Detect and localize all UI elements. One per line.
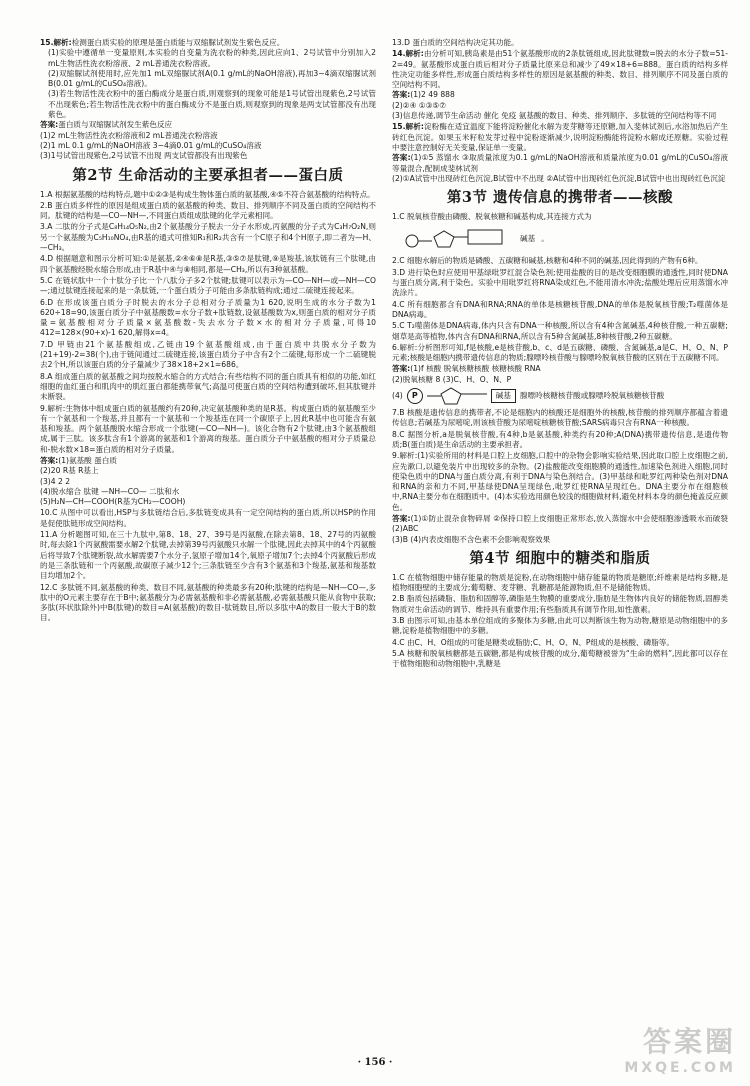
answer-line: (3)B (4)内表皮细胞不含色素不会影响观察效果 — [392, 534, 551, 544]
list-item: 8.A 组成蛋白质的氨基酸之间均按脱水缩合的方式结合;有些结构不同的蛋白质具有相似的功能,如红细胞的血红蛋白和肌肉中的肌红蛋白都能携带氧气;高温可使蛋白质的空间结构遭到破坏,但其肽键并未断裂。 — [40, 371, 376, 402]
answer-label: 答案: — [40, 455, 59, 465]
answer-line: (2)脱氧核糖 8 (3)C、H、O、N、P — [392, 374, 512, 384]
left-q15-answer: 蛋白质与双缩脲试剂发生紫色反应 — [58, 120, 173, 130]
left-q9-answers — [40, 456, 376, 507]
list-item: 9.解析:(1)实验所用的材料是口腔上皮细胞,口腔中的杂物会影响实验结果,因此取口腔上皮细胞之前,应先漱口,以避免装片中出现较多的杂物。(2)盐酸能改变细胞膜的通透性,加速染色剂进入细胞,同时使染色质中的DNA与蛋白质分离,有利于DNA与染色剂结合。(3)甲基绿和吡罗红两种染色剂对DNA和RNA的亲和力不同,甲基绿使DNA呈现绿色,吡罗红使RNA呈现红色。DNA主要分布在细胞核中,RNA主要分布在细胞质中。(4)本实验选用颜色较浅的细胞做材料,避免材料本身的颜色掩盖反应颜色。 — [392, 451, 728, 512]
list-item: 7.B 核酸是遗传信息的携带者,不论是细胞内的核酸还是细胞外的核酸,核苷酸的排列顺序都蕴含着遗传信息;若碱基为尿嘧啶,则该核苷酸为尿嘧啶核糖核苷酸;SARS病毒只含有RNA一种核酸。 — [392, 408, 728, 428]
answer-line: (3)信息传递,调节生命活动 催化 免疫 氨基酸的数目、种类、排列顺序、多肽链的空间结构等不同 — [392, 111, 717, 121]
left-column — [40, 38, 376, 625]
list-item: 4.D 根据题意和图示分析可知:①是氨基,②④⑥⑧是R基,③⑤⑦是肽键,⑨是羧基,该肽链有三个肽键,由四个氨基酸经脱水缩合形成,由于R基中④与⑧相同,都是—CH₃,所以有3种氨基酸。 — [40, 254, 376, 274]
list-item: 10.C 从图中可以看出,HSP与多肽链结合后,多肽链变成具有一定空间结构的蛋白质,所以HSP的作用是促使肽链形成空间结构。 — [40, 508, 376, 528]
list-item: 7.D 甲链由21个氨基酸组成,乙链由19个氨基酸组成,由于蛋白质中共脱水分子数为(21+19)-2=38(个),由于链间通过二硫键连接,该蛋白质分子中含有2个二硫键,每形成一个二硫键脱去2个H,所以该蛋白质的分子量减少了38×18+2×1=686。 — [40, 339, 376, 370]
list-item-tail: 。 — [541, 234, 549, 244]
answer-label: 答案: — [392, 90, 411, 100]
list-item: 4.C 由C、H、O组成的可能是糖类或脂肪;C、H、O、N、P组成的是核酸、磷脂等。 — [392, 637, 674, 647]
watermark-line-2: MXQE.COM — [624, 1060, 736, 1076]
right-q9-answers — [392, 514, 728, 545]
right-q15-lead: 15.解析: — [392, 122, 424, 132]
section-2-title: 第2节 生命活动的主要承担者——蛋白质 — [72, 166, 344, 184]
list-item: 8.C 据图分析,a是脱氧核苷酸,有4种,b是氨基酸,种类约有20种;A(DNA)携带遗传信息,是遗传物质;B(蛋白质)是生命活动的主要承担者。 — [392, 429, 728, 449]
list-item: 6.D 在形成该蛋白质分子时脱去的水分子总相对分子质量为1 620,说明生成的水分子数为1 620÷18=90,该蛋白质分子中氨基酸数=水分子数+肽链数,设氨基酸数为x,则蛋白质的相对分子质量=氨基酸相对分子质量×氨基酸数-失去水分子数×水的相对分子质量,可得10 412=128×(90+x)-1 620,解得x=4。 — [40, 297, 376, 338]
list-item: 3.A 二肽的分子式是C₈H₁₄O₅N₂,由2个氨基酸分子脱去一分子水形成,丙氨酸的分子式为C₃H₇O₂N,则另一个氨基酸为C₅H₁₀NO₄,由R基的通式可推知R₁和R₂共含有一个C原子和4个H原子,即二者为—H、—CH₃。 — [40, 222, 376, 253]
list-item: 1.C 在植物细胞中储存能量的物质是淀粉,在动物细胞中储存能量的物质是糖原;纤维素是结构多糖,是植物细胞壁的主要成分;葡萄糖、麦芽糖、乳糖都是能源物质,但不是储能物质。 — [392, 572, 728, 593]
section-4-title: 第4节 细胞中的糖类和脂质 — [469, 549, 651, 567]
list-item: 6.解析:分析图形可知,f是核酸,e是核苷酸,b、c、d是五碳糖、磷酸、含氮碱基,a是C、H、O、N、P元素;核酸是细胞内携带遗传信息的物质;腺嘌呤核苷酸与腺嘌呤脱氧核苷酸的区别在于五碳糖不同。 — [392, 342, 728, 363]
answer-line: (5)H₂N—CH—COOH(R基为CH₂—COOH) — [40, 497, 186, 507]
section-3-title: 第3节 遗传信息的携带者——核酸 — [446, 189, 674, 207]
phosphate-icon: P — [407, 388, 423, 404]
list-item: 1.A 根据氨基酸的结构特点,题中①②③是构成生物体蛋白质的氨基酸,④⑤不符合氨基酸的结构特点。 — [40, 189, 375, 199]
list-item: 12.C 多肽链不同,氨基酸的种类、数目不同,氨基酸的种类最多有20种;肽键的结构是—NH—CO—,多肽中的O元素主要存在于B中;氨基酸分为必需氨基酸和非必需氨基酸,必需氨基酸只能从食物中获取;多肽(环状肽除外)中B(肽键)的数目=A(氨基酸)的数目-肽链数目,所以多肽中A的数目一般大于B的数目。 — [40, 582, 376, 623]
right-q14 — [392, 49, 728, 121]
list-item: 5.A 核糖和脱氧核糖都是五碳糖,都是构成核苷酸的成分,葡萄糖被誉为“生命的燃料”,因此都可以存在于植物细胞和动物细胞中,乳糖是 — [392, 648, 728, 669]
right-q14-text: 由分析可知,胰岛素是由51个氨基酸形成的2条肽链组成,因此肽键数=脱去的水分子数=51-2=49。氨基酸形成蛋白质后相对分子质量比原来总和减少了49×18+6=888。蛋白质的结构多样性决定功能多样性,形成蛋白质结构多样性的原因是氨基酸的种类、数目、排列顺序不同及蛋白质的空间结构不同。 — [392, 49, 728, 90]
list-item: 13.D 蛋白质的空间结构决定其功能。 — [392, 38, 519, 47]
left-q15-answer: (1)2 mL生物活性洗衣粉溶液和2 mL普通洗衣粉溶液 — [40, 130, 218, 140]
pentose-sugar-icon — [427, 386, 487, 406]
answer-line: (1)f 核酸 脱氧核糖核酸 核糖核酸 RNA — [410, 364, 541, 374]
answer-line: (4)脱水缩合 肽键 —NH—CO— 二肽和水 — [40, 486, 180, 496]
list-item: 3.D 进行染色时应使用甲基绿吡罗红混合染色剂;使用盐酸的目的是改变细胞膜的通透性,同时使DNA与蛋白质分离,利于染色。实验中用吡罗红将RNA染成红色,不能用清水冲洗;盐酸处理后应用蒸馏水冲洗涂片。 — [392, 267, 728, 298]
left-q15 — [40, 38, 376, 162]
right-q15-text: 淀粉酶在适宜温度下能将淀粉催化水解为麦芽糖等还原糖,加入斐林试剂后,水浴加热后产生砖红色沉淀。如果玉米籽粒发芽过程中淀粉逐渐减少,说明淀粉酶能将淀粉水解成还原糖。实验过程中要注意控制好无关变量,保证单一变量。 — [392, 122, 728, 152]
nucleotide-diagram — [404, 224, 728, 254]
left-q15-answer: (2)1 mL 0.1 g/mL的NaOH溶液 3~4滴0.01 g/mL的CuSO₄溶液 — [40, 140, 262, 150]
list-item: 2.C 细胞水解后的物质是磷酸、五碳糖和碱基,核糖和4种不同的碱基,因此得到的产物有6种。 — [392, 256, 703, 266]
left-q15-line: (2)双缩脲试剂使用时,应先加1 mL双缩脲试剂A(0.1 g/mL的NaOH溶液),再加3~4滴双缩脲试剂B(0.01 g/mL的CuSO₄溶液)。 — [48, 68, 376, 89]
right-q6-answers — [392, 364, 728, 407]
watermark-line-1: 答案圈 — [642, 1025, 736, 1058]
right-column — [392, 38, 728, 671]
answer-label: 答案: — [392, 513, 411, 523]
right-q14-lead: 14.解析: — [392, 49, 424, 59]
answer-line: (1)2 49 888 — [410, 90, 455, 100]
watermark-logo — [624, 1020, 736, 1076]
list-item: 9.解析:生物体中组成蛋白质的氨基酸约有20种,决定氨基酸种类的是R基。构成蛋白质的氨基酸至少有一个氨基和一个羧基,并且都有一个氨基和一个羧基连在同一个碳原子上,因此R基中也可能含有氨基和羧基。两个氨基酸脱水缩合形成一个肽键(—CO—NH—)。该化合物有2个肽键,由3个氨基酸组成,属于三肽。该多肽含有1个游离的氨基和1个游离的羧基。蛋白质分子中氨基酸的相对分子质量总和-脱水数×18=蛋白质的相对分子质量。 — [40, 403, 376, 454]
answer-line: (1)①防止混杂食物碎屑 ②保持口腔上皮细胞正常形态,放入蒸馏水中会使细胞渗透吸水而破裂 (2)ABC — [392, 513, 728, 534]
answer-line: 腺嘌呤核糖核苷酸或腺嘌呤脱氧核糖核苷酸 — [519, 390, 665, 400]
answer-label: 答案: — [40, 120, 59, 130]
right-q15 — [392, 122, 728, 184]
answer-line: (1)①5 蒸馏水 ③取质量浓度为0.1 g/mL的NaOH溶液和质量浓度为0.01 g/mL的CuSO₄溶液等量混合,配制成斐林试剂 — [392, 153, 728, 173]
list-item: 2.B 蛋白质多样性的原因是组成蛋白质的氨基酸的种类、数目、排列顺序不同及蛋白质的空间结构不同。肽键的结构是—CO—NH—,不同蛋白质组成肽键的化学元素相同。 — [40, 200, 376, 221]
answer-label: 答案: — [392, 153, 411, 163]
answer-line: (1)氨基酸 蛋白质 — [58, 455, 117, 465]
base-label: 碱基 — [520, 234, 536, 244]
answer-line: (2)①A试管中出现砖红色沉淀,B试管中不出现 ②A试管中出现砖红色沉淀,B试管中也出现砖红色沉淀 — [392, 173, 726, 183]
list-item: 5.C 在链状肽中一个十肽分子比一个八肽分子多2个肽键;肽键可以表示为—CO—NH—或—NH—CO—;通过肽键连接起来的是一条肽链,一个蛋白质分子可能由多条肽链构成;通过二硫键连接起来。 — [40, 275, 376, 296]
list-item: 4.C 所有细胞都含有DNA和RNA;RNA的单体是核糖核苷酸,DNA的单体是脱氧核苷酸;T₂噬菌体是DNA病毒。 — [392, 299, 728, 319]
left-q15-lead: 15.解析: — [40, 38, 72, 47]
right-q1 — [392, 212, 728, 254]
list-item: 2.B 脂质包括磷脂、脂肪和固醇等,磷脂是生物膜的重要成分,脂肪是生物体内良好的储能物质,固醇类物质对生命活动的调节、维持具有重要作用;有些脂质具有调节作用,如性激素。 — [392, 594, 728, 614]
answer-line: (3)4 2 2 — [40, 476, 71, 486]
nucleotide-structure-icon — [404, 225, 514, 253]
list-item: 3.B 由图示可知,由基本单位组成的多聚体为多糖,由此可以判断该生物为动物,糖原是动物细胞中的多糖,淀粉是植物细胞中的多糖。 — [392, 616, 728, 636]
left-q15-line: (1)实验中遵循单一变量原则,本实验的自变量为洗衣粉的种类,因此应向1、2号试管中分别加入2 mL生物活性洗衣粉溶液、2 mL普通洗衣粉溶液。 — [48, 48, 376, 68]
left-q15-line: (3)若生物活性洗衣粉中的蛋白酶成分是蛋白质,则观察到的现象可能是1号试管出现紫色,2号试管不出现紫色;若生物活性洗衣粉中的蛋白酶成分不是蛋白质,则观察到的现象是两支试管都没有出现紫色。 — [48, 89, 376, 120]
list-item-text: 1.C 脱氧核苷酸由磷酸、脱氧核糖和碱基构成,其连接方式为 — [392, 212, 592, 222]
answer-line: (2)②④ ①③⑤⑦ — [392, 100, 447, 110]
answer-line: (2)20 R基 R基上 — [40, 466, 99, 476]
left-q15-line: 检测蛋白质实验的原理是蛋白质能与双缩脲试剂发生紫色反应。 — [71, 38, 285, 47]
list-item: 11.A 分析题图可知,在三十九肽中,第8、18、27、39号是丙氨酸,在除去第8、18、27号的丙氨酸时,每去除1个丙氨酸需要水解2个肽键,去掉第39号丙氨酸只水解一个肽键,因此去掉其中的4个丙氨酸后将导致7个肽键断裂,故水解需要7个水分子,氢原子增加14个,氧原子增加7个;去掉4个丙氨酸后形成的是三条肽链和一个丙氨酸,故碳原子减少12个;三条肽链至少含有3个氨基和3个羧基,氨基和羧基数目均增加2个。 — [40, 530, 376, 581]
page-number: · 156 · — [357, 1057, 393, 1068]
q6-4-diagram — [392, 385, 728, 407]
list-item: 5.C T₂噬菌体是DNA病毒,体内只含有DNA一种核酸,所以含有4种含氮碱基,4种核苷酸,一种五碳糖;烟草是高等植物,体内含有DNA和RNA,所以含有5种含氮碱基,8种核苷酸,2种五碳糖。 — [392, 321, 728, 341]
q6-4-prefix: (4) — [392, 390, 403, 400]
left-q15-answer: (3)1号试管出现紫色,2号试管不出现 两支试管都没有出现紫色 — [40, 151, 248, 161]
base-box: 碱基 — [491, 389, 516, 403]
answer-label: 答案: — [392, 364, 411, 374]
